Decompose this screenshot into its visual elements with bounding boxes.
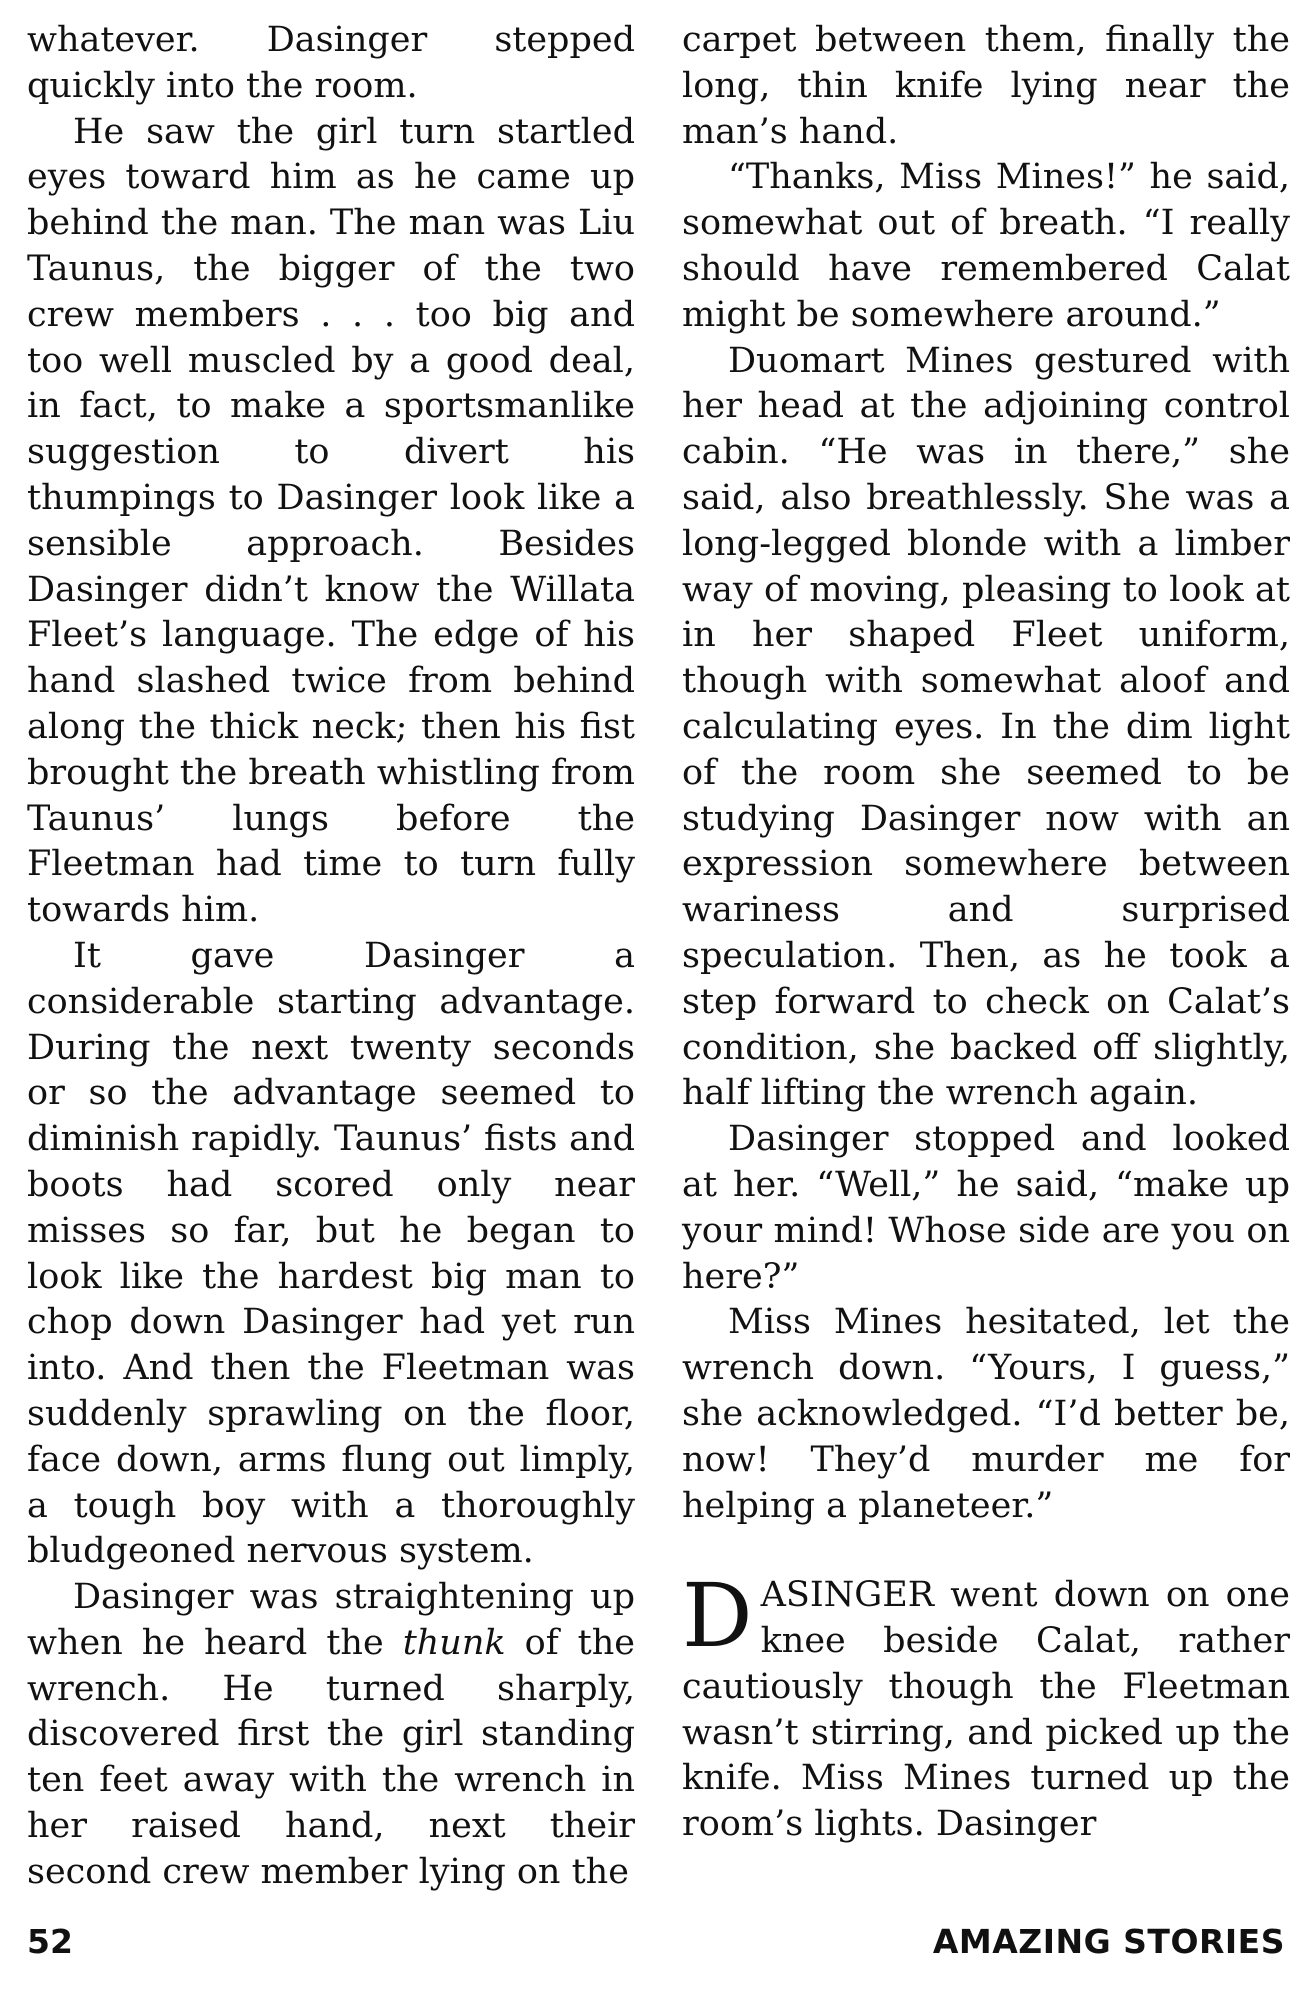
paragraph: carpet between them, finally the long, thin knife lying near the man’s hand. — [682, 20, 1290, 152]
paragraph: Miss Mines hesitated, let the wrench down. “Yours, I guess,” she acknowledged. “I’d better be, now! They’d murder me for helping a planeteer.” — [682, 1302, 1290, 1526]
paragraph — [27, 1575, 635, 1896]
running-title: AMAZING STORIES — [932, 1922, 1285, 1961]
page-footer — [27, 1920, 1285, 1964]
paragraph: Dasinger stopped and looked at her. “Well,” he said, “make up your mind! Whose side are you on here?” — [682, 1119, 1290, 1297]
paragraph: whatever. Dasinger stepped quickly into the room. — [27, 20, 635, 106]
page-number: 52 — [27, 1922, 73, 1961]
paragraph: “Thanks, Miss Mines!” he said, somewhat out of breath. “I really should have remembered Calat might be somewhere around.” — [682, 157, 1290, 335]
paragraph: He saw the girl turn startled eyes toward him as he came up behind the man. The man was Liu Taunus, the bigger of the two crew members . . . too big and too well muscled by a good deal, in fact, to make a sportsmanlike suggestion to divert his thumpings to Dasinger look like a sensible approach. Besides Dasinger didn’t know the Willata Fleet’s language. The edge of his hand slashed twice from behind along the thick neck; then his fist brought the breath whistling from Taunus’ lungs before the Fleetman had time to turn fully towards him. — [27, 111, 635, 931]
text-run: of the wrench. He turned sharply, discovered first the girl standing ten feet away with the wrench in her raised hand, next their second crew member lying on the — [27, 1622, 635, 1892]
text-column-right — [682, 18, 1290, 1848]
section-start-paragraph — [682, 1564, 1290, 1848]
paragraph: Duomart Mines gestured with her head at the adjoining control cabin. “He was in there,” she said, also breathlessly. She was a long-legged blonde with a limber way of moving, pleasing to look at in her shaped Fleet uniform, though with somewhat aloof and calculating eyes. In the dim light of the room she seemed to be studying Dasinger now with an expression somewhere between wariness and surprised speculation. Then, as he took a step forward to check on Calat’s condition, she backed off slightly, half lifting the wrench again. — [682, 340, 1290, 1114]
italic-word: thunk — [402, 1622, 506, 1663]
small-caps-lead: ASINGER — [760, 1575, 935, 1616]
text-run: went down on one knee beside Calat, rather cautiously though the Fleetman wasn’t stirring, and picked up the knife. Miss Mines turned up the room’s lights. Dasinger — [682, 1575, 1290, 1845]
drop-cap-letter: D — [682, 1564, 753, 1668]
paragraph: It gave Dasinger a considerable starting advantage. During the next twenty seconds or so the advantage seemed to diminish rapidly. Taunus’ fists and boots had scored only near misses so far, but he began to look like the hardest big man to chop down Dasinger had yet run into. And then the Fleetman was suddenly sprawling on the floor, face down, arms flung out limply, a tough boy with a thoroughly bludgeoned nervous system. — [27, 935, 635, 1572]
text-column-left — [27, 18, 635, 1896]
text-run: Dasinger was straightening up when he heard the — [27, 1577, 635, 1663]
